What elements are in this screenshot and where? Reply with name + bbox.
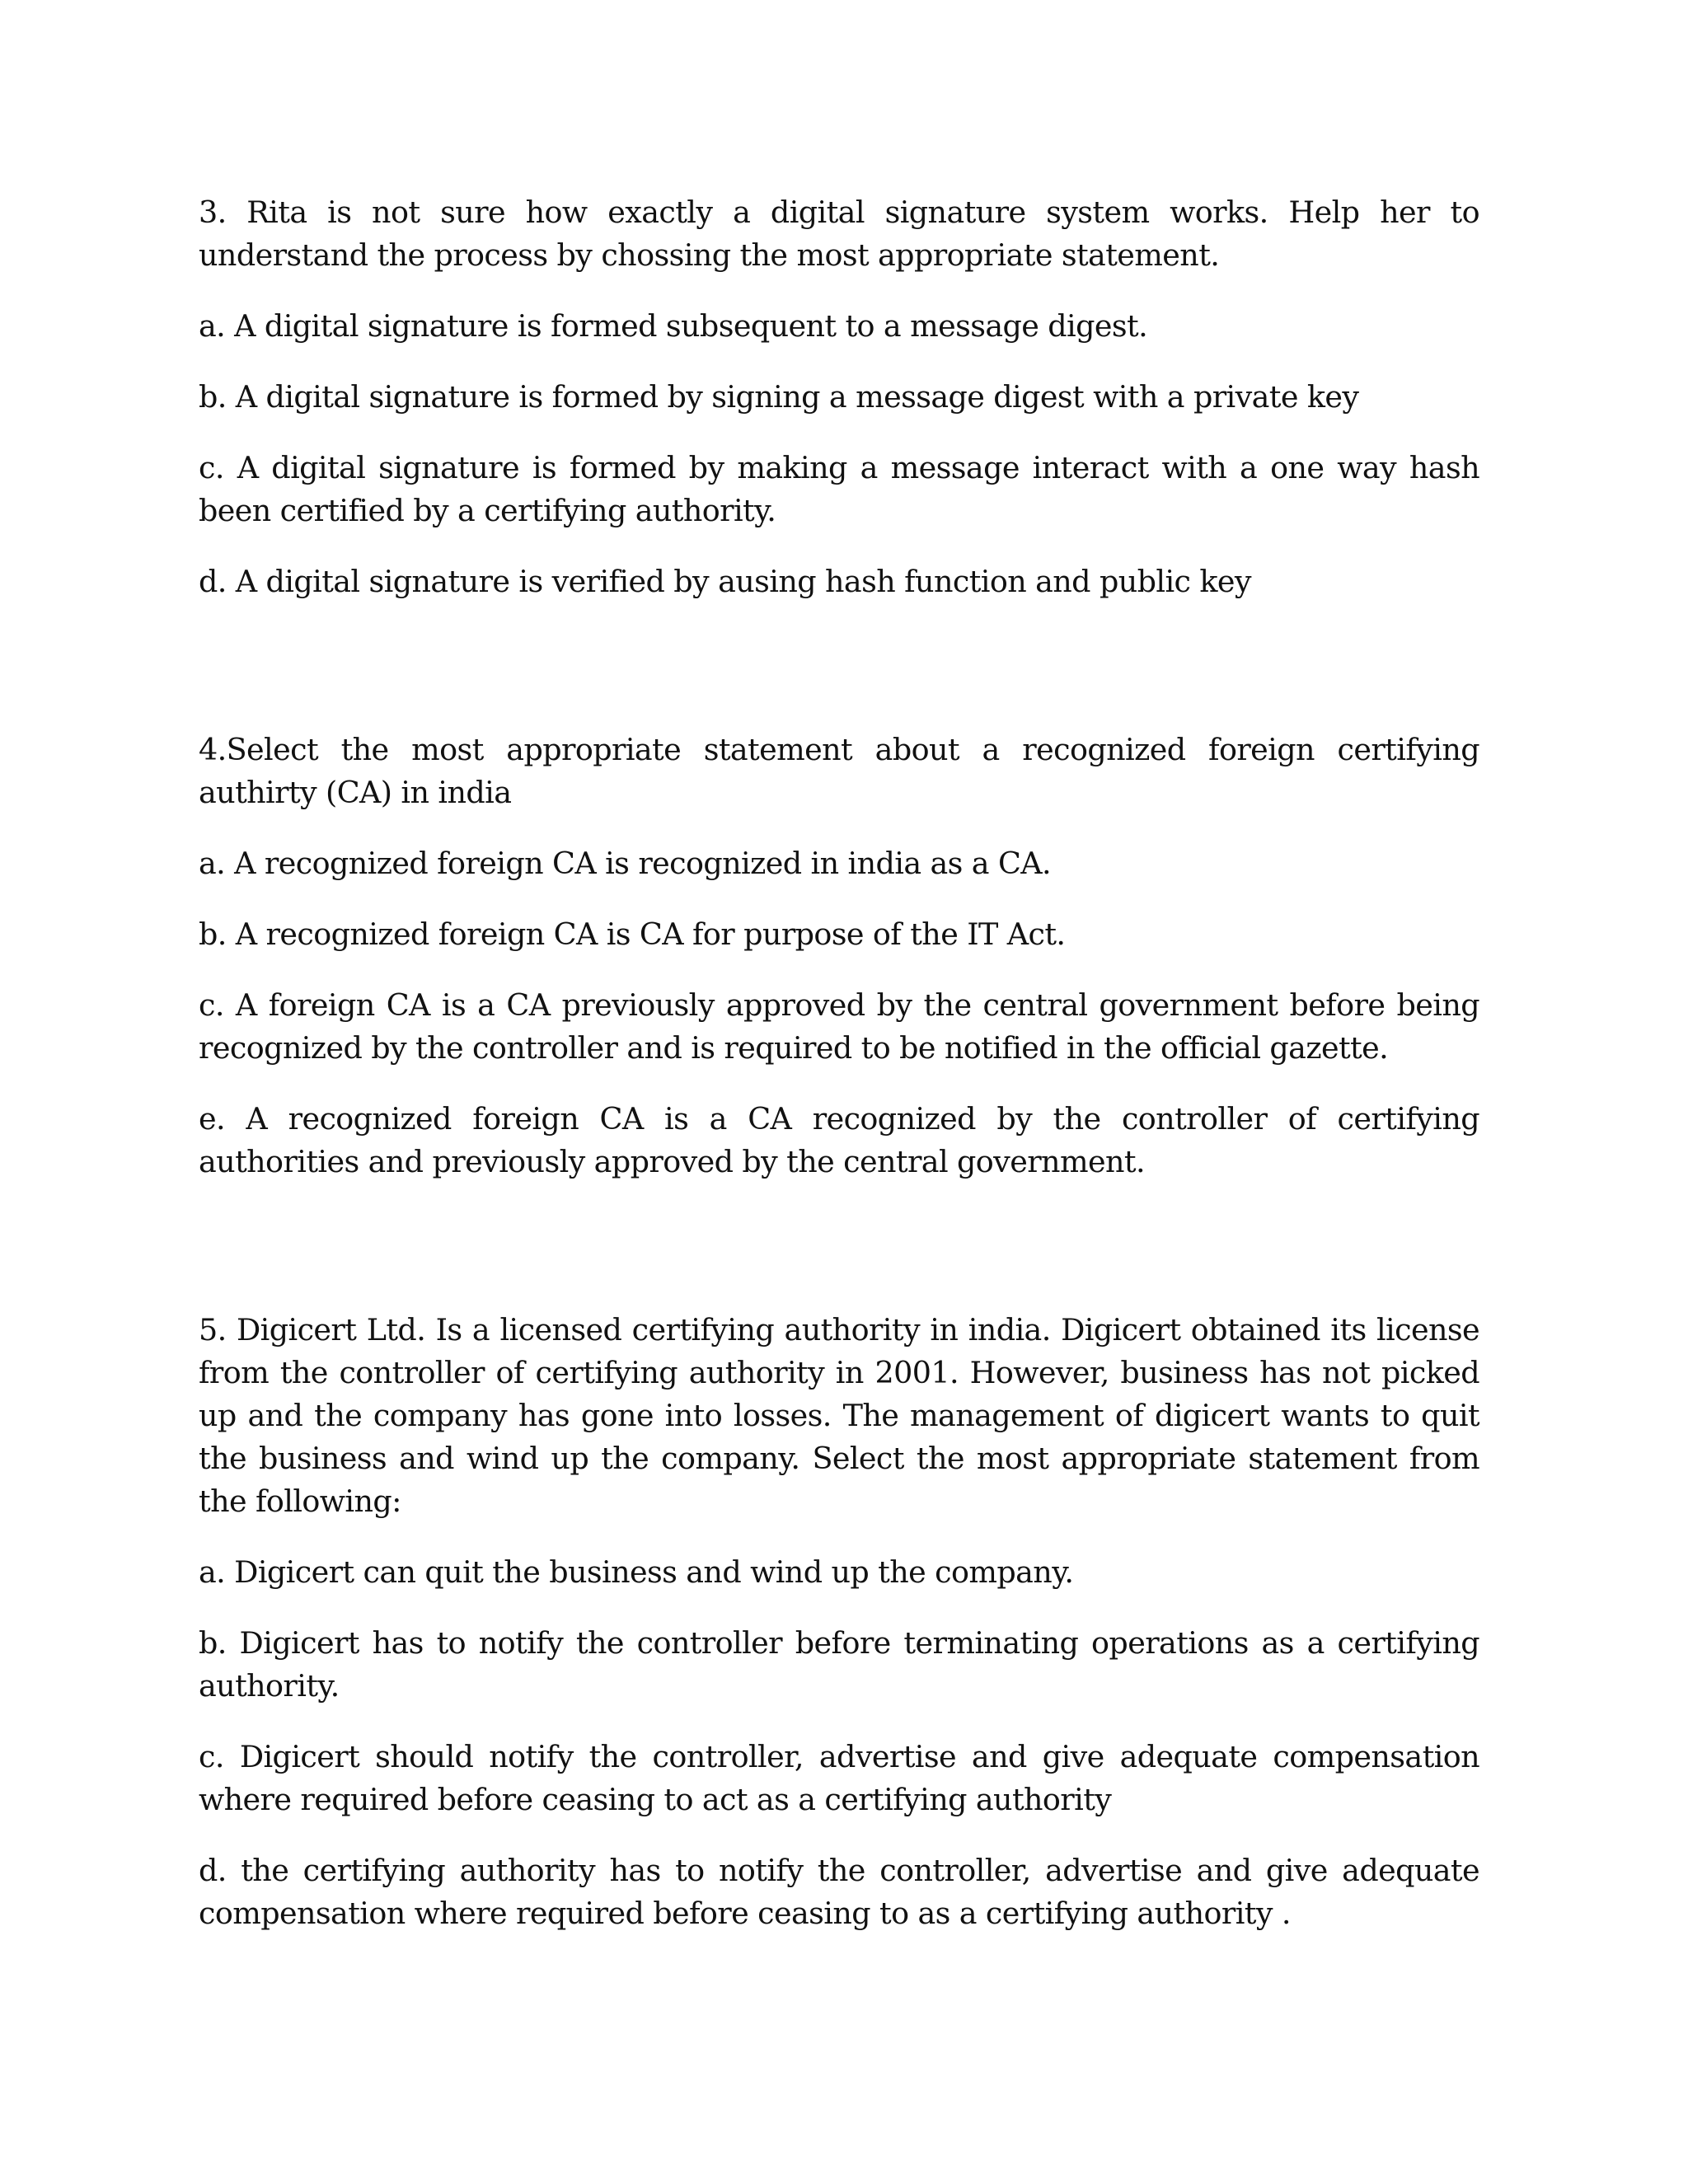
- section-spacer: [199, 631, 1479, 729]
- section-spacer: [199, 1212, 1479, 1309]
- question-5: [199, 1309, 1479, 1935]
- option-c: c. Digicert should notify the controller, advertise and give adequate compensation where required before ceasing to act as a certifying authority: [199, 1739, 1479, 1817]
- option-b: b. A digital signature is formed by signing a message digest with a private key: [199, 379, 1359, 415]
- question-stem: 4.Select the most appropriate statement about a recognized foreign certifying authirty (CA) in india: [199, 732, 1479, 810]
- question-stem: 5. Digicert Ltd. Is a licensed certifying authority in india. Digicert obtained its license from the controller of certifying authority in 2001. However, business has not picked up and the company has gone into losses. The management of digicert wants to quit the business and wind up the company. Select the most appropriate statement from the following:: [199, 1312, 1479, 1519]
- option-e: e. A recognized foreign CA is a CA recognized by the controller of certifying authorities and previously approved by the central government.: [199, 1101, 1479, 1179]
- option-c: c. A digital signature is formed by making a message interact with a one way hash been certified by a certifying authority.: [199, 450, 1479, 528]
- option-b: b. Digicert has to notify the controller before terminating operations as a certifying authority.: [199, 1625, 1479, 1704]
- question-3: [199, 191, 1479, 603]
- option-d: d. the certifying authority has to notify the controller, advertise and give adequate compensation where required before ceasing to as a certifying authority .: [199, 1853, 1479, 1931]
- option-a: a. A recognized foreign CA is recognized in india as a CA.: [199, 846, 1052, 881]
- question-4: [199, 729, 1479, 1183]
- question-stem: 3. Rita is not sure how exactly a digital signature system works. Help her to understand the process by chossing the most appropriate statement.: [199, 194, 1479, 273]
- option-d: d. A digital signature is verified by ausing hash function and public key: [199, 564, 1251, 599]
- option-a: a. A digital signature is formed subsequent to a message digest.: [199, 308, 1148, 344]
- option-a: a. Digicert can quit the business and wind up the company.: [199, 1554, 1074, 1590]
- document-page: [199, 191, 1479, 1963]
- option-c: c. A foreign CA is a CA previously approved by the central government before being recognized by the controller and is required to be notified in the official gazette.: [199, 987, 1479, 1066]
- option-b: b. A recognized foreign CA is CA for purpose of the IT Act.: [199, 916, 1066, 952]
